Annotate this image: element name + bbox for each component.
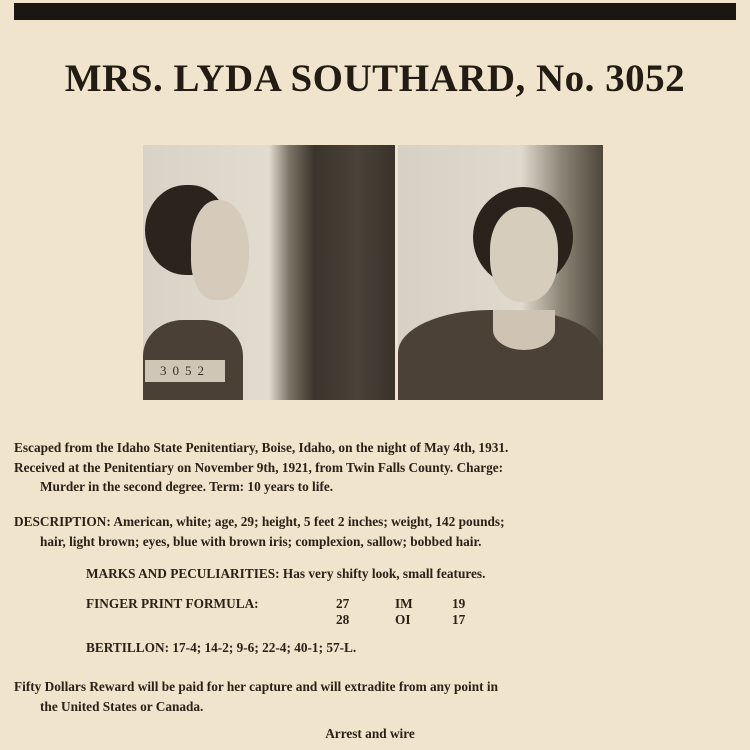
reward-paragraph — [14, 677, 498, 716]
reward-line: Fifty Dollars Reward will be paid for her capture and will extradite from any point in — [14, 679, 498, 694]
escape-line: Escaped from the Idaho State Penitentiary, Boise, Idaho, on the night of May 4th, 1931. — [14, 440, 509, 455]
bertillon-line: BERTILLON: 17-4; 14-2; 9-6; 22-4; 40-1; 57-L. — [86, 640, 357, 655]
closing-line: Arrest and wire — [325, 726, 415, 741]
escape-line: Received at the Penitentiary on November 9th, 1921, from Twin Falls County. Charge: — [14, 459, 504, 475]
poster-title: MRS. LYDA SOUTHARD, No. 3052 — [64, 57, 686, 100]
photo-placard: 3052 — [145, 360, 225, 382]
fingerprint-col-1: 27 28 — [336, 596, 350, 627]
description-paragraph — [14, 512, 505, 551]
reward-line: the United States or Canada. — [40, 698, 204, 714]
fingerprint-label: FINGER PRINT FORMULA: — [86, 596, 259, 611]
marks-line: MARKS AND PECULIARITIES: Has very shifty look, small features. — [86, 566, 486, 581]
escape-line: Murder in the second degree. Term: 10 years to life. — [40, 479, 334, 494]
escape-paragraph — [14, 438, 508, 497]
mugshot-profile — [143, 145, 395, 400]
fingerprint-col-2: IM OI — [395, 596, 413, 627]
fingerprint-col-3: 19 17 — [452, 596, 466, 627]
description-line: DESCRIPTION: American, white; age, 29; height, 5 feet 2 inches; weight, 142 pounds; — [14, 514, 505, 529]
header-rule — [14, 3, 736, 20]
description-line: hair, light brown; eyes, blue with brown iris; complexion, sallow; bobbed hair. — [40, 533, 482, 549]
mugshot-front — [398, 145, 603, 400]
